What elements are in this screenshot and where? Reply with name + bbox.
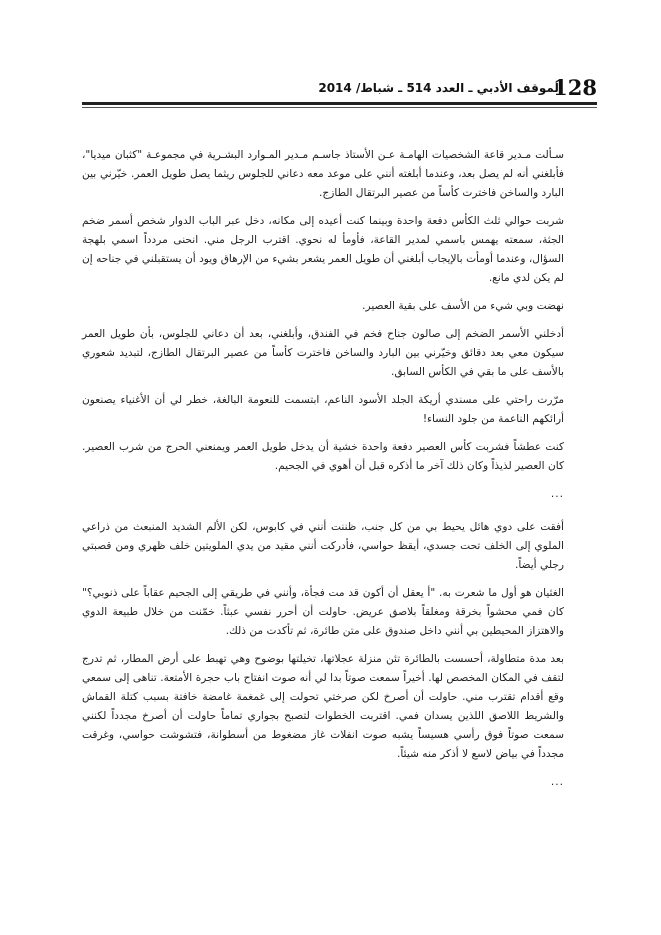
paragraph: الغثيان هو أول ما شعرت به. "أ يعقل أن أكون قد مت فجأة، وأنني في طريقي إلى الجحيم عقاباً على ذنوبي؟" كان فمي محشواً بخرقة ومغلقاً بلاصق عريض. حاولت أن أحرر نفسي عبثاً. خمّنت من خلال طبيعة الدوي والاهتزاز المحيطين بي أنني داخل صندوق على متن طائرة، ثم تأكدت من ذلك.: [82, 587, 564, 637]
section-break-ellipsis: ...: [550, 488, 564, 500]
header-rule-thin: [82, 107, 597, 108]
section-break-ellipsis: ...: [550, 776, 564, 788]
paragraph: شربت حوالي ثلث الكأس دفعة واحدة وبينما كنت أعيده إلى مكانه، دخل عبر الباب الدوار شخص أسمر ضخم الجثة، سمعته يهمس باسمي لمدير القاعة، فأومأ له نحوي. اقترب الرجل مني. انحنى مردداً اسمي بلهجة السؤال، وعندما أومأت بالإيجاب أبلغني أن طويل العمر يشعر بشيء من الإرهاق ويود أن يستقبلني في جناحه إن لم يكن لدي مانع.: [82, 215, 564, 284]
header-rule: [82, 102, 597, 105]
article-body: [82, 146, 564, 806]
running-head: الموقف الأدبي ـ العدد 514 ـ شباط/ 2014: [318, 81, 563, 95]
paragraph: مرّرت راحتي على مسندي أريكة الجلد الأسود الناعم، ابتسمت للنعومة البالغة، خطر لي أن الأغنياء يصنعون أرائكهم الناعمة من جلود النساء!: [82, 394, 564, 425]
paragraph: كنت عطشاً فشربت كأس العصير دفعة واحدة خشية أن يدخل طويل العمر ويمنعني الحرج من شرب العصير. كان العصير لذيذاً وكان ذلك آخر ما أذكره قبل أن أهوي في الجحيم.: [82, 441, 564, 472]
paragraph: أدخلني الأسمر الضخم إلى صالون جناح فخم في الفندق، وأبلغني، بعد أن دعاني للجلوس، بأن طويل العمر سيكون معي بعد دقائق وخيّرني بين البارد والساخن فاخترت كأساً من عصير البرتقال الطازج، لتبديد شعوري بالأسف على ما بقي في الكأس السابق.: [82, 328, 564, 378]
paragraph: نهضت وبي شيء من الأسف على بقية العصير.: [362, 300, 564, 312]
paragraph: أفقت على دوي هائل يحيط بي من كل جنب، ظننت أنني في كابوس، لكن الألم الشديد المنبعث من ذراعي الملوي إلى الخلف تحت جسدي، أيقظ حواسي، فأدركت أنني مقيد من يدي الملويتين خلف ظهري ومن قصبتي رجلي أيضاً.: [82, 521, 564, 571]
paragraph: بعد مدة متطاولة، أحسست بالطائرة تئن منزلة عجلاتها، تخيلتها بوضوح وهي تهبط على أرض المطار، ثم تدرج لتقف في المكان المخصص لها. أخيراً سمعت صوتاً بدا لي أنه صوت انفتاح باب حجرة الأمتعة. تناهى إلى سمعي وقع أقدام تقترب مني. حاولت أن أصرخ لكن صرختي تحولت إلى غمغمة غامضة خافتة بسبب كتلة القماش والشريط اللاصق اللذين يسدان فمي. اقتربت الخطوات لتصبح بجواري تماماً حاولت أن أصرخ مجدداً لكنني سمعت صوتاً فوق رأسي هسيساً يشبه صوت انفلات غاز مضغوط من أسطوانة، فتشوشت حواسي، وغرقت مجدداً في بياض لاسع لا أذكر منه شيئاً.: [82, 653, 564, 760]
page-header: [82, 76, 597, 100]
page-number: 128: [553, 75, 597, 100]
paragraph: سـألت مـدير قاعة الشخصيات الهامـة عـن الأستاذ جاسـم مـدير المـوارد البشـرية في مجموعـة "كثبان ميديا"، فأبلغني أنه لم يصل بعد، وعندما أبلغته أنني على موعد معه دعاني للجلوس ريثما يصل طويل العمر. خيّرني بين البارد والساخن فاخترت كأساً من عصير البرتقال الطازج.: [82, 149, 564, 199]
